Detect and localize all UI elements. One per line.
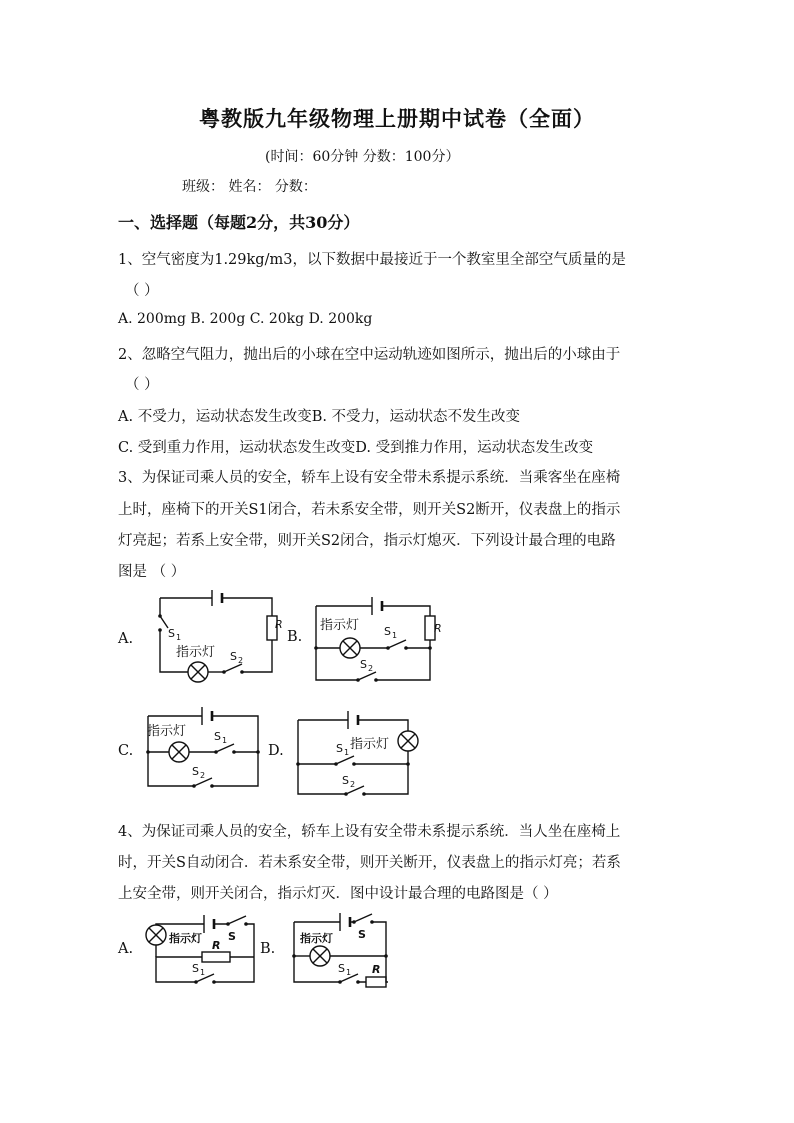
lamp-label: 指示灯 — [176, 645, 216, 660]
q4-line-2: 时，开关S自动闭合．若未系安全带，则开关断开，仪表盘上的指示灯亮；若系 — [118, 855, 621, 871]
q3-circuit-c — [142, 702, 267, 792]
q4-circuit-a — [142, 910, 262, 990]
resistor-label: R — [212, 939, 221, 952]
switch-s2-label: S — [230, 650, 237, 663]
q3-line-1: 3、为保证司乘人员的安全，轿车上设有安全带未系提示系统．当乘客坐在座椅 — [118, 470, 621, 486]
q3-line-4: 图是 （ ） — [118, 564, 186, 580]
switch-s1-label: S — [336, 742, 343, 755]
q3-option-c-label: C. — [118, 743, 134, 759]
switch-s1-label: S — [338, 962, 345, 975]
switch-s2-sub: 2 — [350, 780, 356, 789]
section-heading: 一、选择题（每题2分，共30分） — [118, 213, 360, 232]
switch-s2-sub: 2 — [368, 664, 374, 673]
q2-stem: 2、忽略空气阻力，抛出后的小球在空中运动轨迹如图所示，抛出后的小球由于 — [118, 347, 621, 363]
resistor-label: R — [275, 618, 283, 631]
switch-s2-label: S — [360, 658, 367, 671]
switch-s1-sub: 1 — [346, 968, 352, 977]
exam-info: (时间：60分钟 分数：100分） — [265, 149, 460, 165]
q2-options-cd: C. 受到重力作用，运动状态发生改变D. 受到推力作用，运动状态发生改变 — [118, 440, 594, 456]
switch-s2-label: S — [342, 774, 349, 787]
switch-s1-sub: 1 — [176, 633, 182, 642]
q4-option-a-label: A. — [118, 941, 134, 957]
q3-option-d-label: D. — [268, 743, 284, 759]
q3-line-3: 灯亮起；若系上安全带，则开关S2闭合，指示灯熄灭．下列设计最合理的电路 — [118, 533, 616, 549]
q1-stem: 1、空气密度为1.29kg/m3，以下数据中最接近于一个教室里全部空气质量的是 — [118, 252, 626, 268]
switch-s1-sub: 1 — [392, 631, 398, 640]
q3-option-b-label: B. — [287, 629, 303, 645]
lamp-label: 指示灯 — [300, 932, 333, 945]
q3-circuit-a — [150, 588, 285, 688]
switch-s2-sub: 2 — [238, 656, 244, 665]
q4-line-1: 4、为保证司乘人员的安全，轿车上设有安全带未系提示系统．当人坐在座椅上 — [118, 824, 621, 840]
switch-s1-sub: 1 — [222, 736, 228, 745]
switch-s1-label: S — [168, 627, 175, 640]
switch-s1-label: S — [214, 730, 221, 743]
resistor-label: R — [372, 963, 381, 976]
page-title: 粤教版九年级物理上册期中试卷（全面） — [199, 106, 595, 131]
q3-option-a-label: A. — [118, 631, 134, 647]
switch-s2-sub: 2 — [200, 771, 206, 780]
switch-s-label: S — [358, 928, 366, 941]
switch-s1-sub: 1 — [200, 968, 206, 977]
switch-s-label: S — [228, 930, 236, 943]
q3-line-2: 上时，座椅下的开关S1闭合，若未系安全带，则开关S2断开，仪表盘上的指示 — [118, 502, 621, 518]
lamp-label: 指示灯 — [169, 932, 202, 945]
q4-line-3: 上安全带，则开关闭合，指示灯灭．图中设计最合理的电路图是（ ） — [118, 886, 558, 902]
q3-circuit-d — [292, 708, 422, 800]
q2-options-ab: A. 不受力，运动状态发生改变B. 不受力，运动状态不发生改变 — [118, 409, 521, 425]
switch-s1-label: S — [192, 962, 199, 975]
q1-answer-paren: （ ） — [125, 283, 159, 299]
q1-options: A. 200mg B. 200g C. 20kg D. 200kg — [118, 311, 373, 327]
q2-answer-paren: （ ） — [125, 377, 159, 393]
q4-option-b-label: B. — [260, 941, 276, 957]
student-info-line: 班级： 姓名： 分数： — [182, 179, 317, 195]
switch-s1-sub: 1 — [344, 748, 350, 757]
lamp-label: 指示灯 — [350, 737, 390, 752]
switch-s1-label: S — [384, 625, 391, 638]
switch-s2-label: S — [192, 765, 199, 778]
q4-circuit-b — [288, 908, 398, 990]
q3-circuit-b — [310, 594, 450, 689]
lamp-label: 指示灯 — [320, 618, 360, 633]
resistor-label: R — [434, 622, 442, 635]
lamp-label: 指示灯 — [147, 724, 187, 739]
